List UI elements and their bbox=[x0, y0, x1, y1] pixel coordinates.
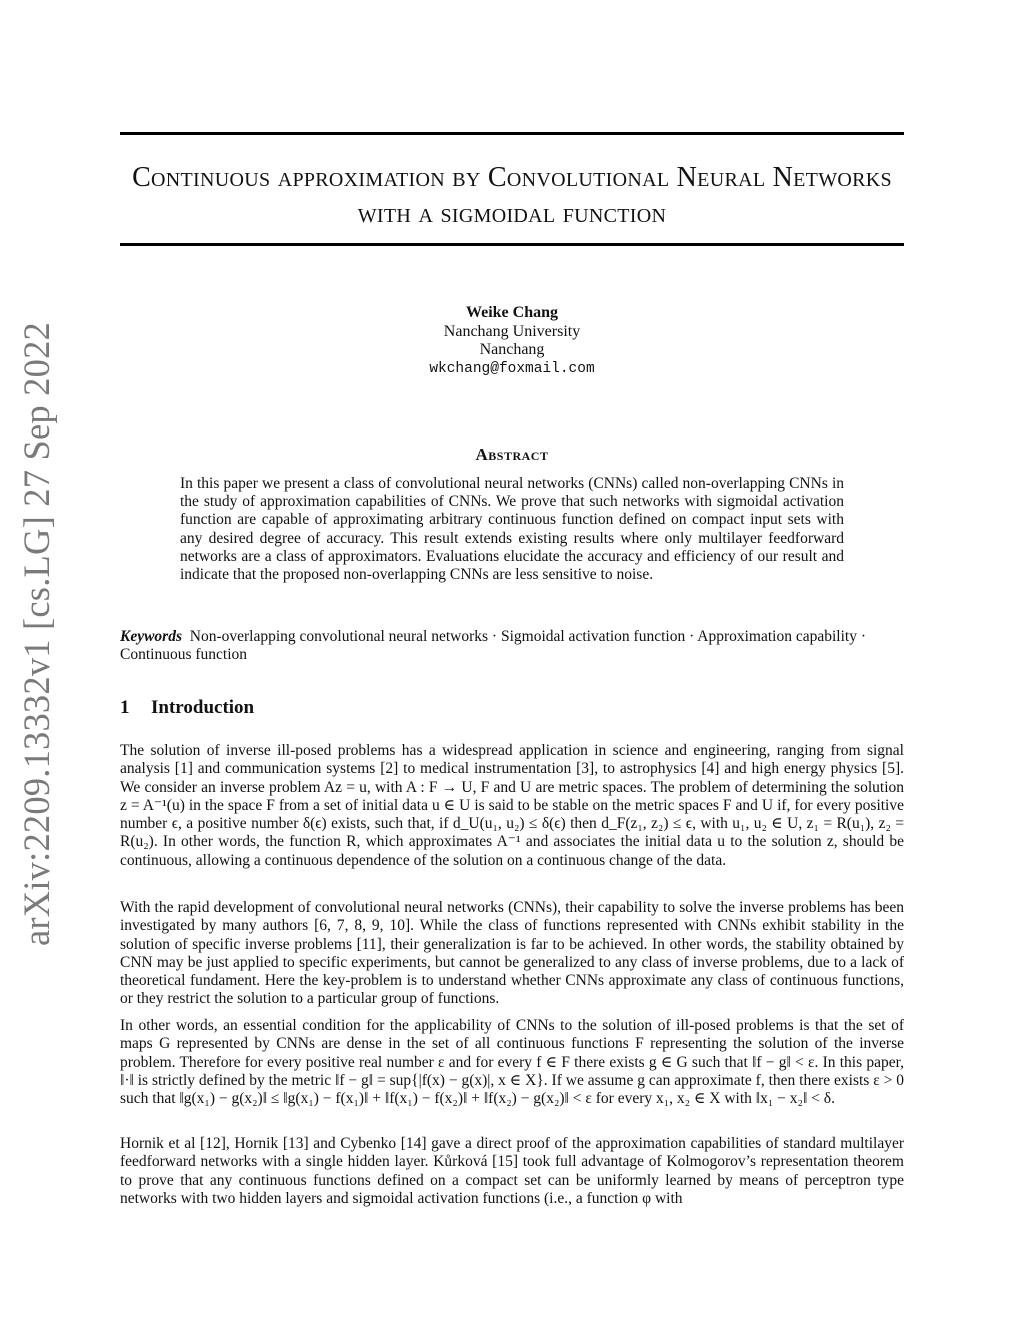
section-heading bbox=[120, 697, 254, 719]
arxiv-identifier: arXiv:2209.13332v1 [cs.LG] 27 Sep 2022 bbox=[16, 322, 57, 946]
paragraph: With the rapid development of convolutional neural networks (CNNs), their capability to solve the inverse problems has been investigated by many authors [6, 7, 8, 9, 10]. While the class of functions represented with CNNs exhibit stability in the solution of specific inverse problems [11], their generalization is far to be achieved. In other words, the stability obtained by CNN may be just applied to specific experiments, but cannot be generalized to any class of inverse problems, due to a lack of theoretical fundament. Here the key-problem is to understand whether CNNs approximate any class of continuous functions, or they restrict the solution to a particular group of functions. bbox=[120, 899, 904, 1008]
title-bottom-rule bbox=[120, 243, 904, 246]
paragraph: The solution of inverse ill-posed problems has a widespread application in science and engineering, ranging from signal analysis [1] and communication systems [2] to medical instrumentation [3], to astrophysics [4] and high energy physics [5]. We consider an inverse problem Az = u, with A : F → U, F and U are metric spaces. The problem of determining the solution z = A⁻¹(u) in the space F from a set of initial data u ∈ U is said to be stable on the metric spaces F and U if, for every positive number ϵ, a positive number δ(ϵ) exists, such that, if d_U(u₁, u₂) ≤ δ(ϵ) then d_F(z₁, z₂) ≤ ϵ, with u₁, u₂ ∈ U, z₁ = R(u₁), z₂ = R(u₂). In other words, the function R, which approximates A⁻¹ and associates the initial data u to the solution z, should be continuous, allowing a continuous dependence of the solution on a continuous change of the data. bbox=[120, 742, 904, 869]
author-block bbox=[120, 304, 904, 378]
paragraph: Hornik et al [12], Hornik [13] and Cybenko [14] gave a direct proof of the approximation capabilities of standard multilayer feedforward networks with a single hidden layer. Kůrková [15] took full advantage of Kolmogorov’s representation theorem to prove that any continuous functions defined on a compact set can be uniformly learned by means of perceptron type networks with two hidden layers and sigmoidal activation functions (i.e., a function φ with bbox=[120, 1135, 904, 1207]
keywords bbox=[120, 628, 904, 664]
author-name: Weike Chang bbox=[465, 304, 558, 321]
section-number: 1 bbox=[120, 697, 130, 718]
keywords-label: Keywords bbox=[120, 628, 182, 645]
paragraph: In other words, an essential condition for the applicability of CNNs to the solution of ill-posed problems is that the set of maps G represented by CNNs are dense in the set of all continuous functions F representing the solution of the inverse problem. Therefore for every positive real number ε and for every f ∈ F there exists g ∈ G such that ‖f − g‖ < ε. In this paper, ‖·‖ is strictly defined by the metric ‖f − g‖ = sup{|f(x) − g(x)|, x ∈ X}. If we assume g can approximate f, then there exists ε > 0 such that ‖g(x₁) − g(x₂)‖ ≤ ‖g(x₁) − f(x₁)‖ + ‖f(x₁) − f(x₂)‖ + ‖f(x₂) − g(x₂)‖ < ε for every x₁, x₂ ∈ X with ‖x₁ − x₂‖ < δ. bbox=[120, 1017, 904, 1108]
abstract-text: In this paper we present a class of convolutional neural networks (CNNs) called non-overlapping CNNs in the study of approximation capabilities of CNNs. We prove that such networks with sigmoidal activation function are capable of approximating arbitrary continuous function defined on compact input sets with any desired degree of accuracy. This result extends existing results where only multilayer feedforward networks are a class of approximators. Evaluations elucidate the accuracy and efficiency of our result and indicate that the proposed non-overlapping CNNs are less sensitive to noise. bbox=[180, 475, 844, 584]
section-title: Introduction bbox=[151, 697, 255, 718]
title-top-rule bbox=[120, 132, 904, 135]
author-affiliation: Nanchang University bbox=[443, 322, 581, 340]
author-email[interactable]: wkchang@foxmail.com bbox=[429, 360, 595, 377]
abstract-heading: Abstract bbox=[475, 445, 549, 464]
keywords-text: Non-overlapping convolutional neural networks · Sigmoidal activation function · Approximation capability · Continuous function bbox=[120, 628, 866, 664]
author-city: Nanchang bbox=[479, 341, 545, 358]
paper-title: Continuous approximation by Convolutional Neural Networks with a sigmoidal function bbox=[132, 162, 892, 229]
